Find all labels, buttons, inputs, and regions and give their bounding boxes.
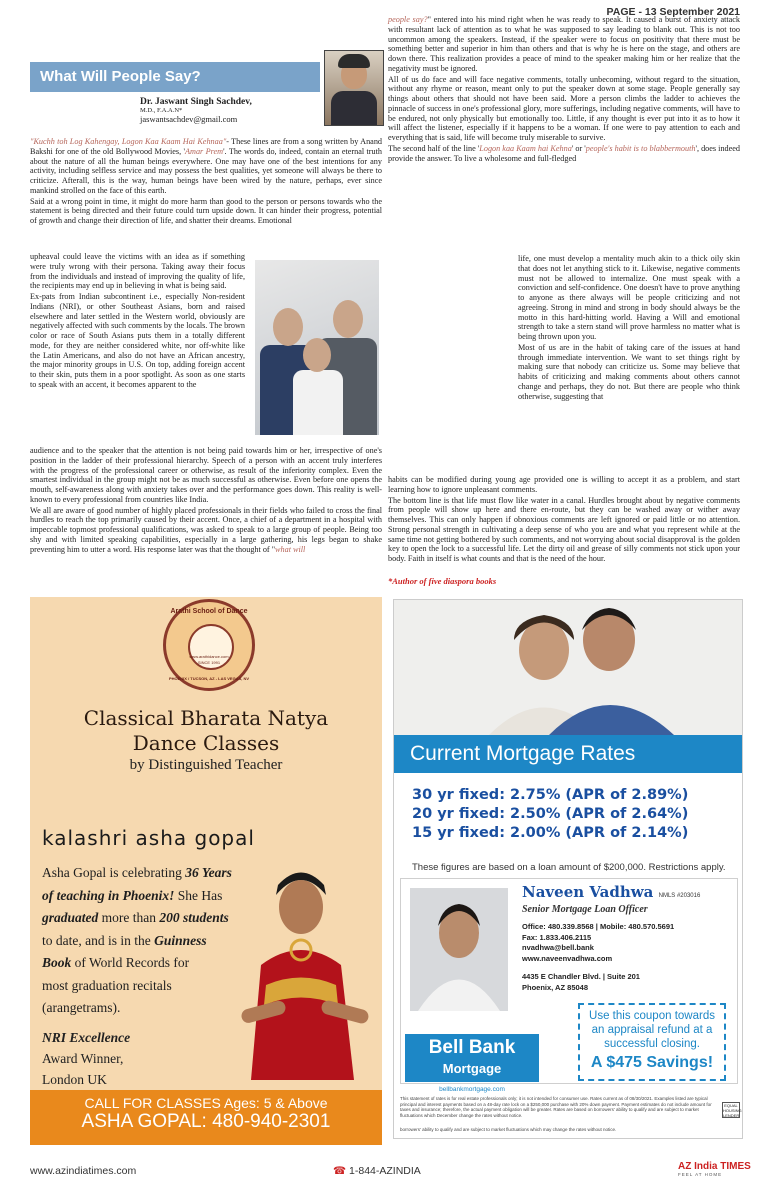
award-text: NRI Excellence Award Winner, London UK	[42, 1030, 131, 1087]
mortgage-title-bar: Current Mortgage Rates	[394, 735, 742, 773]
dance-school-logo: Arathi School of Dance www.arathidance.com SINCE 1991 PHOENIX / TUCSON, AZ - LAS VEGAS, NV	[163, 599, 255, 691]
article-photo	[255, 260, 379, 435]
couple-photo	[394, 600, 742, 735]
footer-phone[interactable]: ☎ 1-844-AZINDIA	[333, 1165, 421, 1177]
author-email[interactable]: jaswantsachdev@gmail.com	[140, 114, 238, 124]
phone-icon: ☎	[333, 1165, 347, 1177]
agent-contact	[522, 922, 674, 993]
page-number: PAGE - 13 September 2021	[606, 6, 740, 18]
dance-subheadline: by Distinguished Teacher	[129, 757, 283, 773]
agent-email[interactable]: nvadhwa@bell.bank	[522, 943, 594, 952]
author-degrees: M.D., F.A.A.N*	[140, 107, 183, 114]
dance-headline-2: Dance Classes	[132, 731, 280, 755]
teacher-description: Asha Gopal is celebrating 36 Years of teaching in Phoenix! She Has graduated more than 200 students to date, and is in the Guinness Book of World Records for most graduation recitals (arangetrams).	[42, 865, 232, 1015]
author-byline	[140, 97, 320, 124]
agent-city: Phoenix, AZ 85048	[522, 982, 588, 992]
agent-phone[interactable]: Office: 480.339.8568 | Mobile: 480.570.5691	[522, 922, 675, 931]
disclaimer: This statement of rates is for real estate professionals only; it is not intended for consumer use. Rates current as of 08/30/2021. Examples listed are typical principal and interest payments based on a 48-day rate lock on a $250,000 purchase with 20% down payment. Payment estimates do not include amount for taxes and insurance; therefore, the actual payment obligation will be greater. Rates are based on borrowers' ability to qualify and are subject to market fluctuations which December change the rates without notice.	[400, 1096, 712, 1118]
footer-website[interactable]: www.azindiatimes.com	[30, 1165, 137, 1177]
bell-bank-url[interactable]: bellbankmortgage.com	[439, 1086, 505, 1093]
author-name: Dr. Jaswant Singh Sachdev,	[140, 97, 252, 107]
dance-headline-1: Classical Bharata Natya	[83, 706, 329, 730]
call-phone[interactable]: ASHA GOPAL: 480-940-2301	[81, 1111, 331, 1132]
article-col1-mid: upheaval could leave the victims with an idea as if something were truly wrong with their persona. Taking away their focus from the individuals and instead of improving the quality of life, the recipients may end up in believing in what is being said. Ex-pats from Indian subcontinent i.e., especially Non-resident Indians (NRI), or other Southeast Asians, born and raised elsewhere and later settled in the Western world, obviously are negatively affected with such comments by the locals. The brown color or race of South Asians puts them in a totally different mode, for they are neither considered white, nor off-white like the Latin Americans, and also do not have an African ancestry, the major minority groups in U.S. On top, adding foreign accent to their skin, puts them in a poor spotlight. As soon as one starts to speak with an accent, it becomes apparent to the	[30, 252, 245, 389]
article-col2-mid: life, one must develop a mentality much akin to a thick oily skin that does not let anything stick to it. Likewise, negative comments must not be allowed to internalize. One must speak with a conviction and self-confidence. One doesn't have to prove anything to anyone as there always will be people criticizing and not agreeing. Strong in mind and strong in body should always be the motto in this hard-hitting world. Having a Will and emotional strength to take a stern stand will prove harmless no matter what is being thrown upon you. Most of us are in the habit of taking care of the issues at hand through immediate intervention. We want to set things right by making sure that nobody can criticize us. Some may believe that habits of criticizing and making comments about others cannot change and perhaps, they do not. But there are people who think otherwise, suggesting that	[518, 254, 740, 401]
agent-name: Naveen Vadhwa NMLS #203016	[522, 883, 701, 901]
footer-brand-logo: AZ India TIMES FEEL AT HOME	[678, 1161, 751, 1177]
article-col2-top: people say?" entered into his mind right when he was ready to speak. It caused a burst of anxiety attack with resultant lack of attention as to what he was supposed to say leading to blank out. This is not too uncommon among the speakers. Instead, if the speaker were to focus on positivity that there must be something better and superior in him than others and that is why he is here on the stage, and others are down there. This realization provides a peace of mind to the speaker making him or her realize that the negativity must be ignored. All of us do face and will face negative comments, totally unbecoming, without regard to the situation, without any rhyme or reason, meant only to put the speaker down at some stage. People generally say things about others that should not have been said. More a person climbs the ladder to achieves the pinnacle of success in one's professional glory, more sufferings, including negative comments, will have to be endured, not only physically but emotionally too. Little, if any thought is ever put into it as to how it will affect the listener, especially if it happens to be a woman. If one were to pay attention to each and everything that is said, life will become truly miserable to survive. The second half of the line 'Logon kaa Kaam hai Kehna' or 'people's habit is to blabbermouth', does indeed provide the answer. To live a wholesome and full-fledged	[388, 15, 740, 163]
author-photo	[324, 50, 384, 126]
article-col1-bottom: audience and to the speaker that the attention is not being paid towards him or her, irrespective of one's position in the ladder of their professional hierarchy. Speech of a person with an accent truly interferes with the progress of the professional career or otherwise, as result of the inferiority complex. Even the smartest individual in the group might not be as much successful as otherwise. Even before one opens the mouth, self-awareness along with anxiety takes over and the performance goes down. This reality is well-known to every professional from countries like India. We all are aware of good number of highly placed professionals in their fields who failed to cross the final hurdles to reach the top primarily caused by their accent. Once, a chief of a department in a hospital with impeccable topmost professional qualifications, was asked to speak to a large group of people. Being too shy and with limited speaking capabilities, especially in a large gathering, his legs began to shake preventing him to utter a word. His response later was that the thought of "what will	[30, 446, 382, 554]
rate-20yr: 20 yr fixed: 2.50% (APR of 2.64%)	[412, 806, 689, 822]
equal-housing-icon: EQUAL HOUSING LENDER	[723, 1103, 742, 1118]
agent-address: 4435 E Chandler Blvd. | Suite 201	[522, 972, 640, 981]
article-title: What Will People Say?	[30, 62, 320, 92]
author-note: *Author of five diaspora books	[388, 576, 497, 586]
disclaimer-2: borrowers' ability to qualify and are subject to market fluctuations which may change the rates without notice.	[400, 1127, 617, 1132]
agent-title: Senior Mortgage Loan Officer	[522, 904, 648, 915]
call-for-classes-bar[interactable]	[30, 1090, 382, 1145]
rates-list	[412, 786, 688, 843]
article-col1-top: "Kuchh toh Log Kahengay, Logon Kaa Kaam Hai Kehnaa"- These lines are from a song written by Anand Bakshi for one of the old Bollywood Movies, 'Amar Prem'. The words do, indeed, contain an eternal truth about the nature of all the human beings everywhere. One may have one of the best intentions for any activity, including selfless service and may possess the best qualities, yet someone will always be there to criticize. Afterall, this is the way, human beings have been wired by the nature, perhaps, ever since mankind strolled on the face of this earth. Said at a wrong point in time, it might do more harm than good to the person or persons towards who the statement is being directed and their future could turn upside down. It can hinder their progress, potential of growth and change their direction of life, and shatter their dreams. Emotional	[30, 137, 383, 225]
article-col2-bottom: habits can be modified during young age provided one is willing to accept it as a problem, and start learning how to ignore unpleasant comments. The bottom line is that life must flow like water in a canal. Hurdles brought about by negative comments from people will show up here and there en-route, but they can be washed away or wither away themselves. This can only happen if obnoxious comments are left ignored or paid little or no attention. Strong personal strength in cultivating a deep sense of who you are and what you represent while at the same time not getting bothered by such comments, and not worrying about social disapproval is the golden key to open the lock to a successful life. Let the dirty oil and grease of silly comments not stick upon your body. Faith in itself is what counts and that is the need of the hour.	[388, 475, 740, 563]
call-label: CALL FOR CLASSES Ages: 5 & Above	[84, 1095, 328, 1111]
rate-15yr: 15 yr fixed: 2.00% (APR of 2.14%)	[412, 825, 689, 841]
agent-fax: Fax: 1.833.406.2115	[522, 932, 592, 942]
teacher-name: kalashri asha gopal	[42, 826, 255, 850]
dancer-photo	[226, 855, 376, 1080]
appraisal-coupon: Use this coupon towards an appraisal refund at a successful closing. A $475 Savings!	[578, 1003, 726, 1081]
rates-note: These figures are based on a loan amount of $200,000. Restrictions apply.	[412, 862, 726, 873]
agent-photo	[410, 888, 508, 1011]
agent-website[interactable]: www.naveenvadhwa.com	[522, 953, 613, 963]
bell-bank-logo: Bell Bank Mortgage	[405, 1034, 539, 1082]
rate-30yr: 30 yr fixed: 2.75% (APR of 2.89%)	[412, 787, 689, 803]
